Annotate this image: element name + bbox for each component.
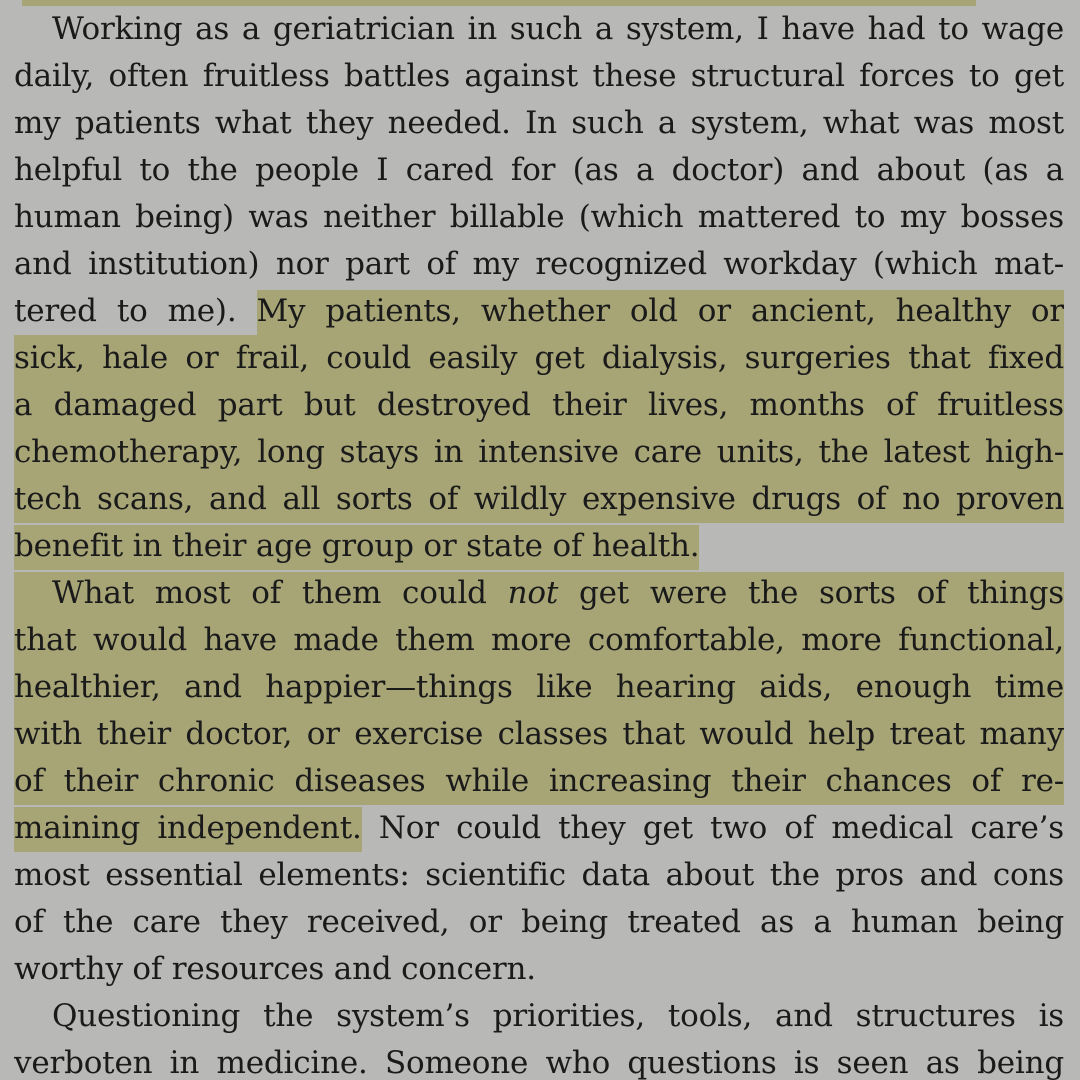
- text-segment: get were the sorts of things: [579, 575, 1064, 611]
- text-line-content: Working as a geriatrician in such a system, I have had to wage: [52, 11, 1064, 47]
- text-line: daily, often fruitless battles against these structural forces to get: [14, 58, 1064, 94]
- text-line: most essential elements: scientific data about the pros and cons: [14, 857, 1064, 893]
- text-line-content: Questioning the system’s priorities, tools, and structures is: [52, 998, 1064, 1034]
- highlighted-text-line: of their chronic diseases while increasing their chances of re-: [14, 758, 1064, 805]
- highlighted-text-line: healthier, and happier—things like hearing aids, enough time: [14, 664, 1064, 711]
- highlighted-text-line: chemotherapy, long stays in intensive care units, the latest high-: [14, 429, 1064, 476]
- text-line: helpful to the people I cared for (as a doctor) and about (as a: [14, 152, 1064, 188]
- text-segment: Nor could they get two of medical care’s: [378, 810, 1064, 846]
- text-line: verboten in medicine. Someone who questions is seen as being: [14, 1045, 1064, 1080]
- text-line: [14, 570, 1064, 617]
- text-line: of the care they received, or being treated as a human being: [14, 904, 1064, 940]
- paragraph-1: [14, 6, 1064, 570]
- highlighted-text: maining independent.: [14, 807, 362, 852]
- highlighted-text: [14, 572, 1064, 617]
- highlighted-text: benefit in their age group or state of health.: [14, 525, 699, 570]
- highlighted-text-line: sick, hale or frail, could easily get dialysis, surgeries that fixed: [14, 335, 1064, 382]
- highlighted-text-line: a damaged part but destroyed their lives, months of fruitless: [14, 382, 1064, 429]
- emphasized-word: not: [507, 575, 559, 611]
- highlighted-text-line: tech scans, and all sorts of wildly expensive drugs of no proven: [14, 476, 1064, 523]
- text-segment: What most of them could: [52, 575, 487, 611]
- text-line: [14, 6, 1064, 53]
- text-line: [14, 523, 1064, 570]
- text-line: human being) was neither billable (which mattered to my bosses: [14, 199, 1064, 235]
- paragraph-3: [14, 993, 1064, 1080]
- highlighted-text-line: that would have made them more comfortable, more functional,: [14, 617, 1064, 664]
- text-line: [14, 805, 1064, 852]
- highlighted-text-line: with their doctor, or exercise classes that would help treat many: [14, 711, 1064, 758]
- text-line: and institution) nor part of my recognized workday (which mat-: [14, 246, 1064, 282]
- text-segment: tered to me).: [14, 293, 237, 329]
- text-line: [14, 288, 1064, 335]
- text-line: my patients what they needed. In such a system, what was most: [14, 105, 1064, 141]
- book-page-text: [14, 6, 1064, 1080]
- text-line: [14, 993, 1064, 1040]
- paragraph-2: [14, 570, 1064, 993]
- highlighted-text: My patients, whether old or ancient, healthy or: [257, 290, 1064, 335]
- text-line: worthy of resources and concern.: [14, 951, 536, 987]
